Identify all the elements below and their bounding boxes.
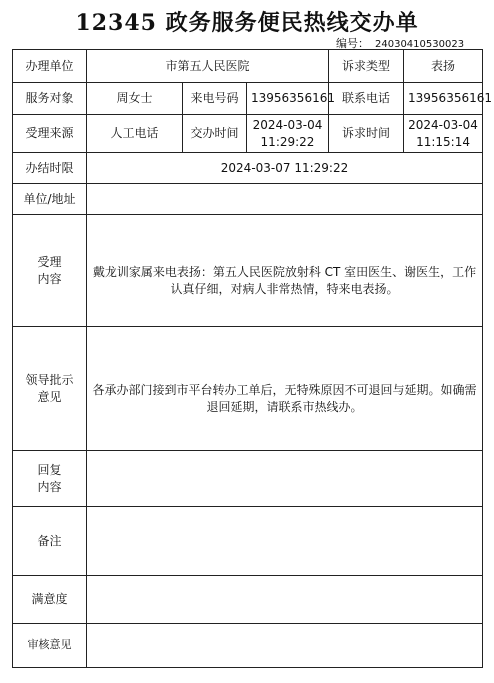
instruction-text: 各承办部门接到市平台转办工单后，无特殊原因不可退回与延期。如确需退回延期，请联系市热线办。: [87, 327, 483, 451]
row-unit: [13, 50, 483, 83]
reply-label-line2: 内容: [37, 479, 62, 494]
serial-label: 编号：: [336, 37, 369, 50]
instruction-label: [13, 327, 87, 451]
content-text: 戴龙训家属来电表扬：第五人民医院放射科 CT 室田医生、谢医生，工作认真仔细，对病人非常热情，特来电表扬。: [87, 215, 483, 327]
source-label: 受理来源: [13, 115, 87, 153]
request-date: 2024-03-04: [408, 118, 478, 133]
caller-number-value: 13956356161: [247, 83, 329, 115]
content-label: [13, 215, 87, 327]
instruction-label-line2: 意见: [37, 389, 62, 404]
satisfaction-label: 满意度: [13, 576, 87, 624]
unit-label: 办理单位: [13, 50, 87, 83]
address-value: [87, 184, 483, 215]
row-satisfaction: [13, 576, 483, 624]
serial-value: 24030410530023: [375, 39, 465, 50]
caller-number-label: 来电号码: [183, 83, 247, 115]
assign-date: 2024-03-04: [252, 118, 323, 133]
request-type-label: 诉求类型: [329, 50, 404, 83]
deadline-label: 办结时限: [13, 153, 87, 184]
unit-value: 市第五人民医院: [87, 50, 329, 83]
service-target-label: 服务对象: [13, 83, 87, 115]
reply-text: [87, 451, 483, 507]
satisfaction-value: [87, 576, 483, 624]
contact-phone-value: 13956356161: [404, 83, 483, 115]
review-label: 审核意见: [13, 624, 87, 668]
row-source: [13, 115, 483, 153]
reply-label-line1: 回复: [37, 463, 62, 478]
row-deadline: [13, 153, 483, 184]
row-content: [13, 215, 483, 327]
content-label-line1: 受理: [37, 255, 62, 270]
assign-time-label: 交办时间: [183, 115, 247, 153]
review-value: [87, 624, 483, 668]
service-target-value: 周女士: [87, 83, 183, 115]
instruction-label-line1: 领导批示: [25, 373, 74, 388]
request-time-value: [404, 115, 483, 153]
assign-time-value: [247, 115, 329, 153]
assign-clock: 11:29:22: [260, 134, 315, 149]
row-service-target: [13, 83, 483, 115]
row-reply: [13, 451, 483, 507]
remark-label: 备注: [13, 507, 87, 576]
address-label: 单位/地址: [13, 184, 87, 215]
row-review: [13, 624, 483, 668]
reply-label: [13, 451, 87, 507]
handover-form-table: [12, 49, 492, 668]
form-title: 12345 政务服务便民热线交办单: [75, 10, 419, 36]
contact-phone-label: 联系电话: [329, 83, 404, 115]
content-label-line2: 内容: [37, 271, 62, 286]
request-type-value: 表扬: [404, 50, 483, 83]
request-time-label: 诉求时间: [329, 115, 404, 153]
request-clock: 11:15:14: [416, 134, 470, 149]
deadline-value: 2024-03-07 11:29:22: [87, 153, 483, 184]
row-remark: [13, 507, 483, 576]
row-instruction: [13, 327, 483, 451]
row-address: [13, 184, 483, 215]
remark-text: [87, 507, 483, 576]
source-value: 人工电话: [87, 115, 183, 153]
